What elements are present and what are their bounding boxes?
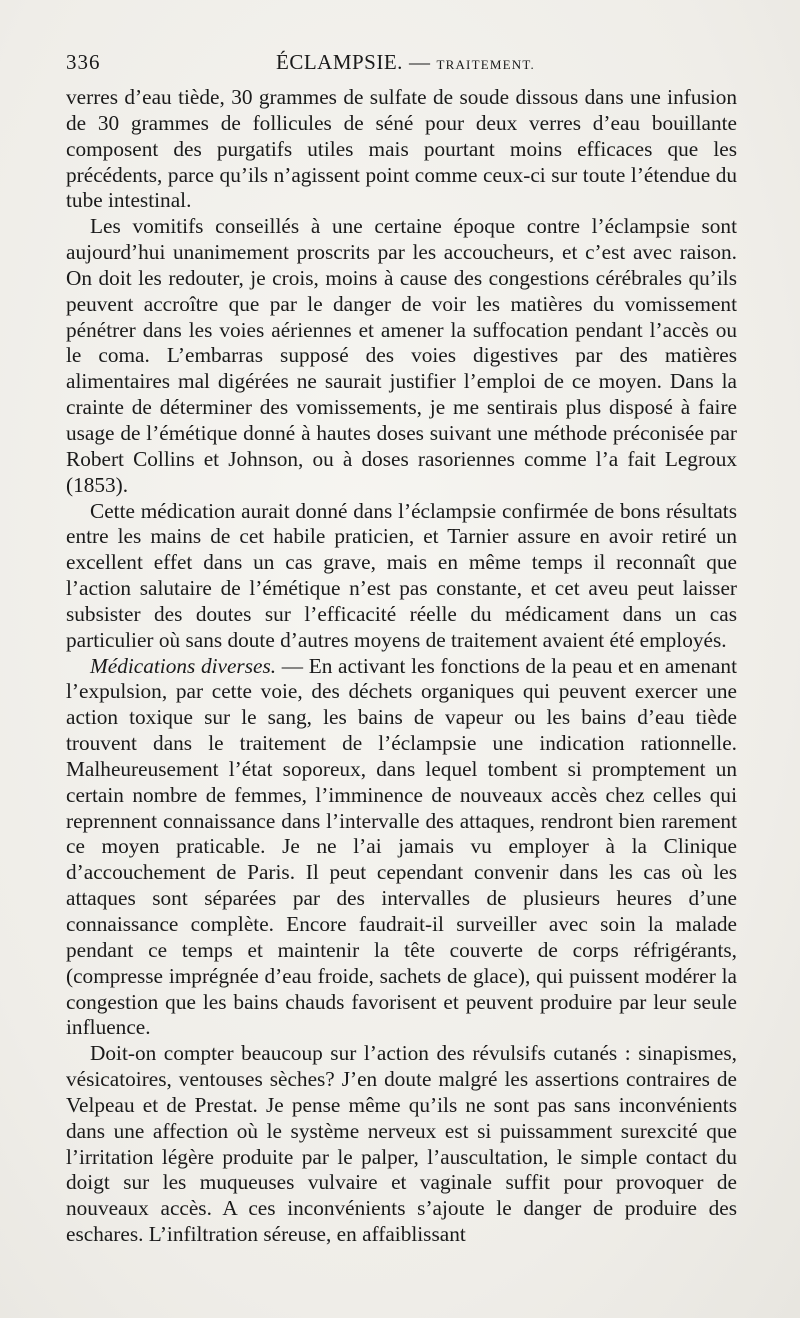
paragraph-text: Cette médication aurait donné dans l’éclampsie confirmée de bons résultats entre les mains de cet habile praticien, et Tarnier assure en avoir retiré un excellent effet dans un cas grave, mais en même temps il reconnaît que l’action salutaire de l’émétique n’est pas constante, et cet aveu peut laisser subsister des doutes sur l’efficacité réelle du médicament dans un cas particulier où sans doute d’autres moyens de traitement avaient été employés. <box>66 498 737 652</box>
title-separator: — <box>408 50 431 74</box>
page-number: 336 <box>66 50 101 74</box>
paragraph-text: Doit-on compter beaucoup sur l’action des révulsifs cutanés : sinapismes, vésicatoires, ventouses sèches? J’en doute malgré les assertions contraires de Velpeau et de Prestat. Je pense même qu’ils ne sont pas sans inconvénients dans une affection où le système nerveux est si puissamment surexcité que l’irritation légère produite par le palper, l’auscultation, le simple contact du doigt sur les muqueuses vulvaire et vaginale suffit pour provoquer de nouveaux accès. A ces inconvénients s’ajoute le danger de produire des eschares. L’infiltration séreuse, en affaiblissant <box>66 1041 737 1247</box>
section-subtitle: TRAITEMENT. <box>436 57 535 72</box>
paragraph <box>66 1041 737 1248</box>
body-text <box>66 85 737 1248</box>
chapter-title: ÉCLAMPSIE. <box>276 50 403 74</box>
running-title <box>276 50 535 75</box>
paragraph <box>66 214 737 498</box>
paragraph-text: Les vomitifs conseillés à une certaine époque contre l’éclampsie sont aujourd’hui unanimement proscrits par les accoucheurs, et c’est avec raison. On doit les redouter, je crois, moins à cause des congestions cérébrales qu’ils peuvent accroître que par le danger de voir les matières du vomissement pénétrer dans les voies aériennes et amener la suffocation pendant l’accès ou le coma. L’embarras supposé des voies digestives par des matières alimentaires mal digérées ne saurait justifier l’emploi de ce moyen. Dans la crainte de déterminer des vomissements, je me sentirais plus disposé à faire usage de l’émétique donné à hautes doses suivant une méthode préconisée par Robert Collins et Johnson, ou à doses rasoriennes comme l’a fait Legroux (1853). <box>66 214 737 497</box>
paragraph-text: verres d’eau tiède, 30 grammes de sulfate de soude dissous dans une infusion de 30 grammes de follicules de séné pour deux verres d’eau bouillante composent des purgatifs utiles mais pourtant moins efficaces que les précédents, parce qu’ils n’agissent point comme ceux-ci sur toute l’étendue du tube intestinal. <box>66 85 737 213</box>
paragraph <box>66 499 737 654</box>
paragraph <box>66 654 737 1042</box>
running-header <box>66 44 736 80</box>
paragraph <box>66 85 737 214</box>
paragraph-lead-heading: Médications diverses. <box>90 653 277 678</box>
paragraph-text: — En activant les fonctions de la peau et en amenant l’expulsion, par cette voie, des déchets organiques qui peuvent exercer une action toxique sur le sang, les bains de vapeur ou les bains d’eau tiède trouvent dans le traitement de l’éclampsie une indication rationnelle. Malheureusement l’état soporeux, dans lequel tombent si promptement un certain nombre de femmes, l’imminence de nouveaux accès chez celles qui reprennent connaissance dans l’intervalle des attaques, rendront bien rarement ce moyen praticable. Je ne l’ai jamais vu employer à la Clinique d’accouchement de Paris. Il peut cependant convenir dans les cas où les attaques sont séparées par des intervalles de plusieurs heures d’une connaissance complète. Encore faudrait-il surveiller avec soin la malade pendant ce temps et maintenir la tête couverte de corps réfrigérants, (compresse imprégnée d’eau froide, sachets de glace), qui puissent modérer la congestion que les bains chauds favorisent et peuvent produire par leur seule influence. <box>66 653 737 1040</box>
